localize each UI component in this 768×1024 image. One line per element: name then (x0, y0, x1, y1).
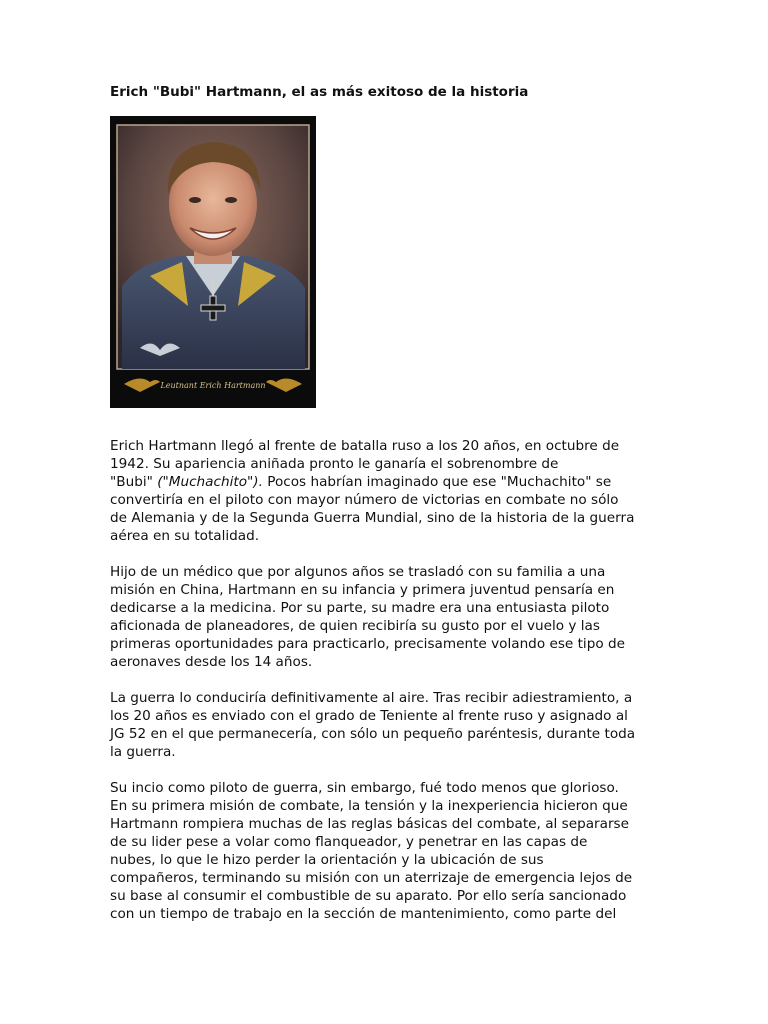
body-paragraph (110, 689, 670, 761)
text-line: nubes, lo que le hizo perder la orientación y la ubicación de sus (110, 852, 544, 868)
text-line: aeronaves desde los 14 años. (110, 654, 313, 670)
text-line: La guerra lo conduciría definitivamente al aire. Tras recibir adiestramiento, a (110, 690, 633, 706)
text-line: con un tiempo de trabajo en la sección de mantenimiento, como parte del (110, 906, 617, 922)
text-line: 1942. Su apariencia aniñada pronto le ganaría el sobrenombre de (110, 456, 559, 472)
text-line: En su primera misión de combate, la tensión y la inexperiencia hicieron que (110, 798, 628, 814)
text-line: los 20 años es enviado con el grado de Teniente al frente ruso y asignado al (110, 708, 628, 724)
text-line: de Alemania y de la Segunda Guerra Mundial, sino de la historia de la guerra (110, 510, 635, 526)
document-title: Erich "Bubi" Hartmann, el as más exitoso de la historia (110, 84, 529, 100)
text-line: primeras oportunidades para practicarlo, precisamente volando ese tipo de (110, 636, 625, 652)
document-body (110, 437, 670, 941)
text-line: aérea en su totalidad. (110, 528, 260, 544)
body-paragraph (110, 437, 670, 545)
text-fragment: Pocos habrían imaginado que ese "Muchachito" se (262, 474, 612, 490)
body-paragraph (110, 779, 670, 923)
text-line: Hijo de un médico que por algunos años se trasladó con su familia a una (110, 564, 606, 580)
text-line: Hartmann rompiera muchas de las reglas básicas del combate, al separarse (110, 816, 629, 832)
text-line: su base al consumir el combustible de su aparato. Por ello sería sancionado (110, 888, 627, 904)
portrait-image (110, 116, 316, 408)
body-paragraph (110, 563, 670, 671)
text-line: Su incio como piloto de guerra, sin embargo, fué todo menos que glorioso. (110, 780, 619, 796)
text-line: la guerra. (110, 744, 176, 760)
text-line: misión en China, Hartmann en su infancia y primera juventud pensaría en (110, 582, 615, 598)
italic-fragment: ("Muchachito"). (157, 474, 263, 490)
text-line: aficionada de planeadores, de quien recibiría su gusto por el vuelo y las (110, 618, 600, 634)
text-line: compañeros, terminando su misión con un aterrizaje de emergencia lejos de (110, 870, 633, 886)
text-fragment: "Bubi" (110, 474, 158, 490)
text-line: convertiría en el piloto con mayor número de victorias en combate no sólo (110, 492, 619, 508)
text-line: de su lider pese a volar como flanqueador, y penetrar en las capas de (110, 834, 588, 850)
text-line: JG 52 en el que permanecería, con sólo un pequeño paréntesis, durante toda (110, 726, 636, 742)
portrait-photo (110, 116, 316, 408)
text-line: Erich Hartmann llegó al frente de batalla ruso a los 20 años, en octubre de (110, 438, 620, 454)
text-line (110, 473, 670, 491)
text-line: dedicarse a la medicina. Por su parte, su madre era una entusiasta piloto (110, 600, 610, 616)
portrait-caption: Leutnant Erich Hartmann (160, 381, 266, 390)
